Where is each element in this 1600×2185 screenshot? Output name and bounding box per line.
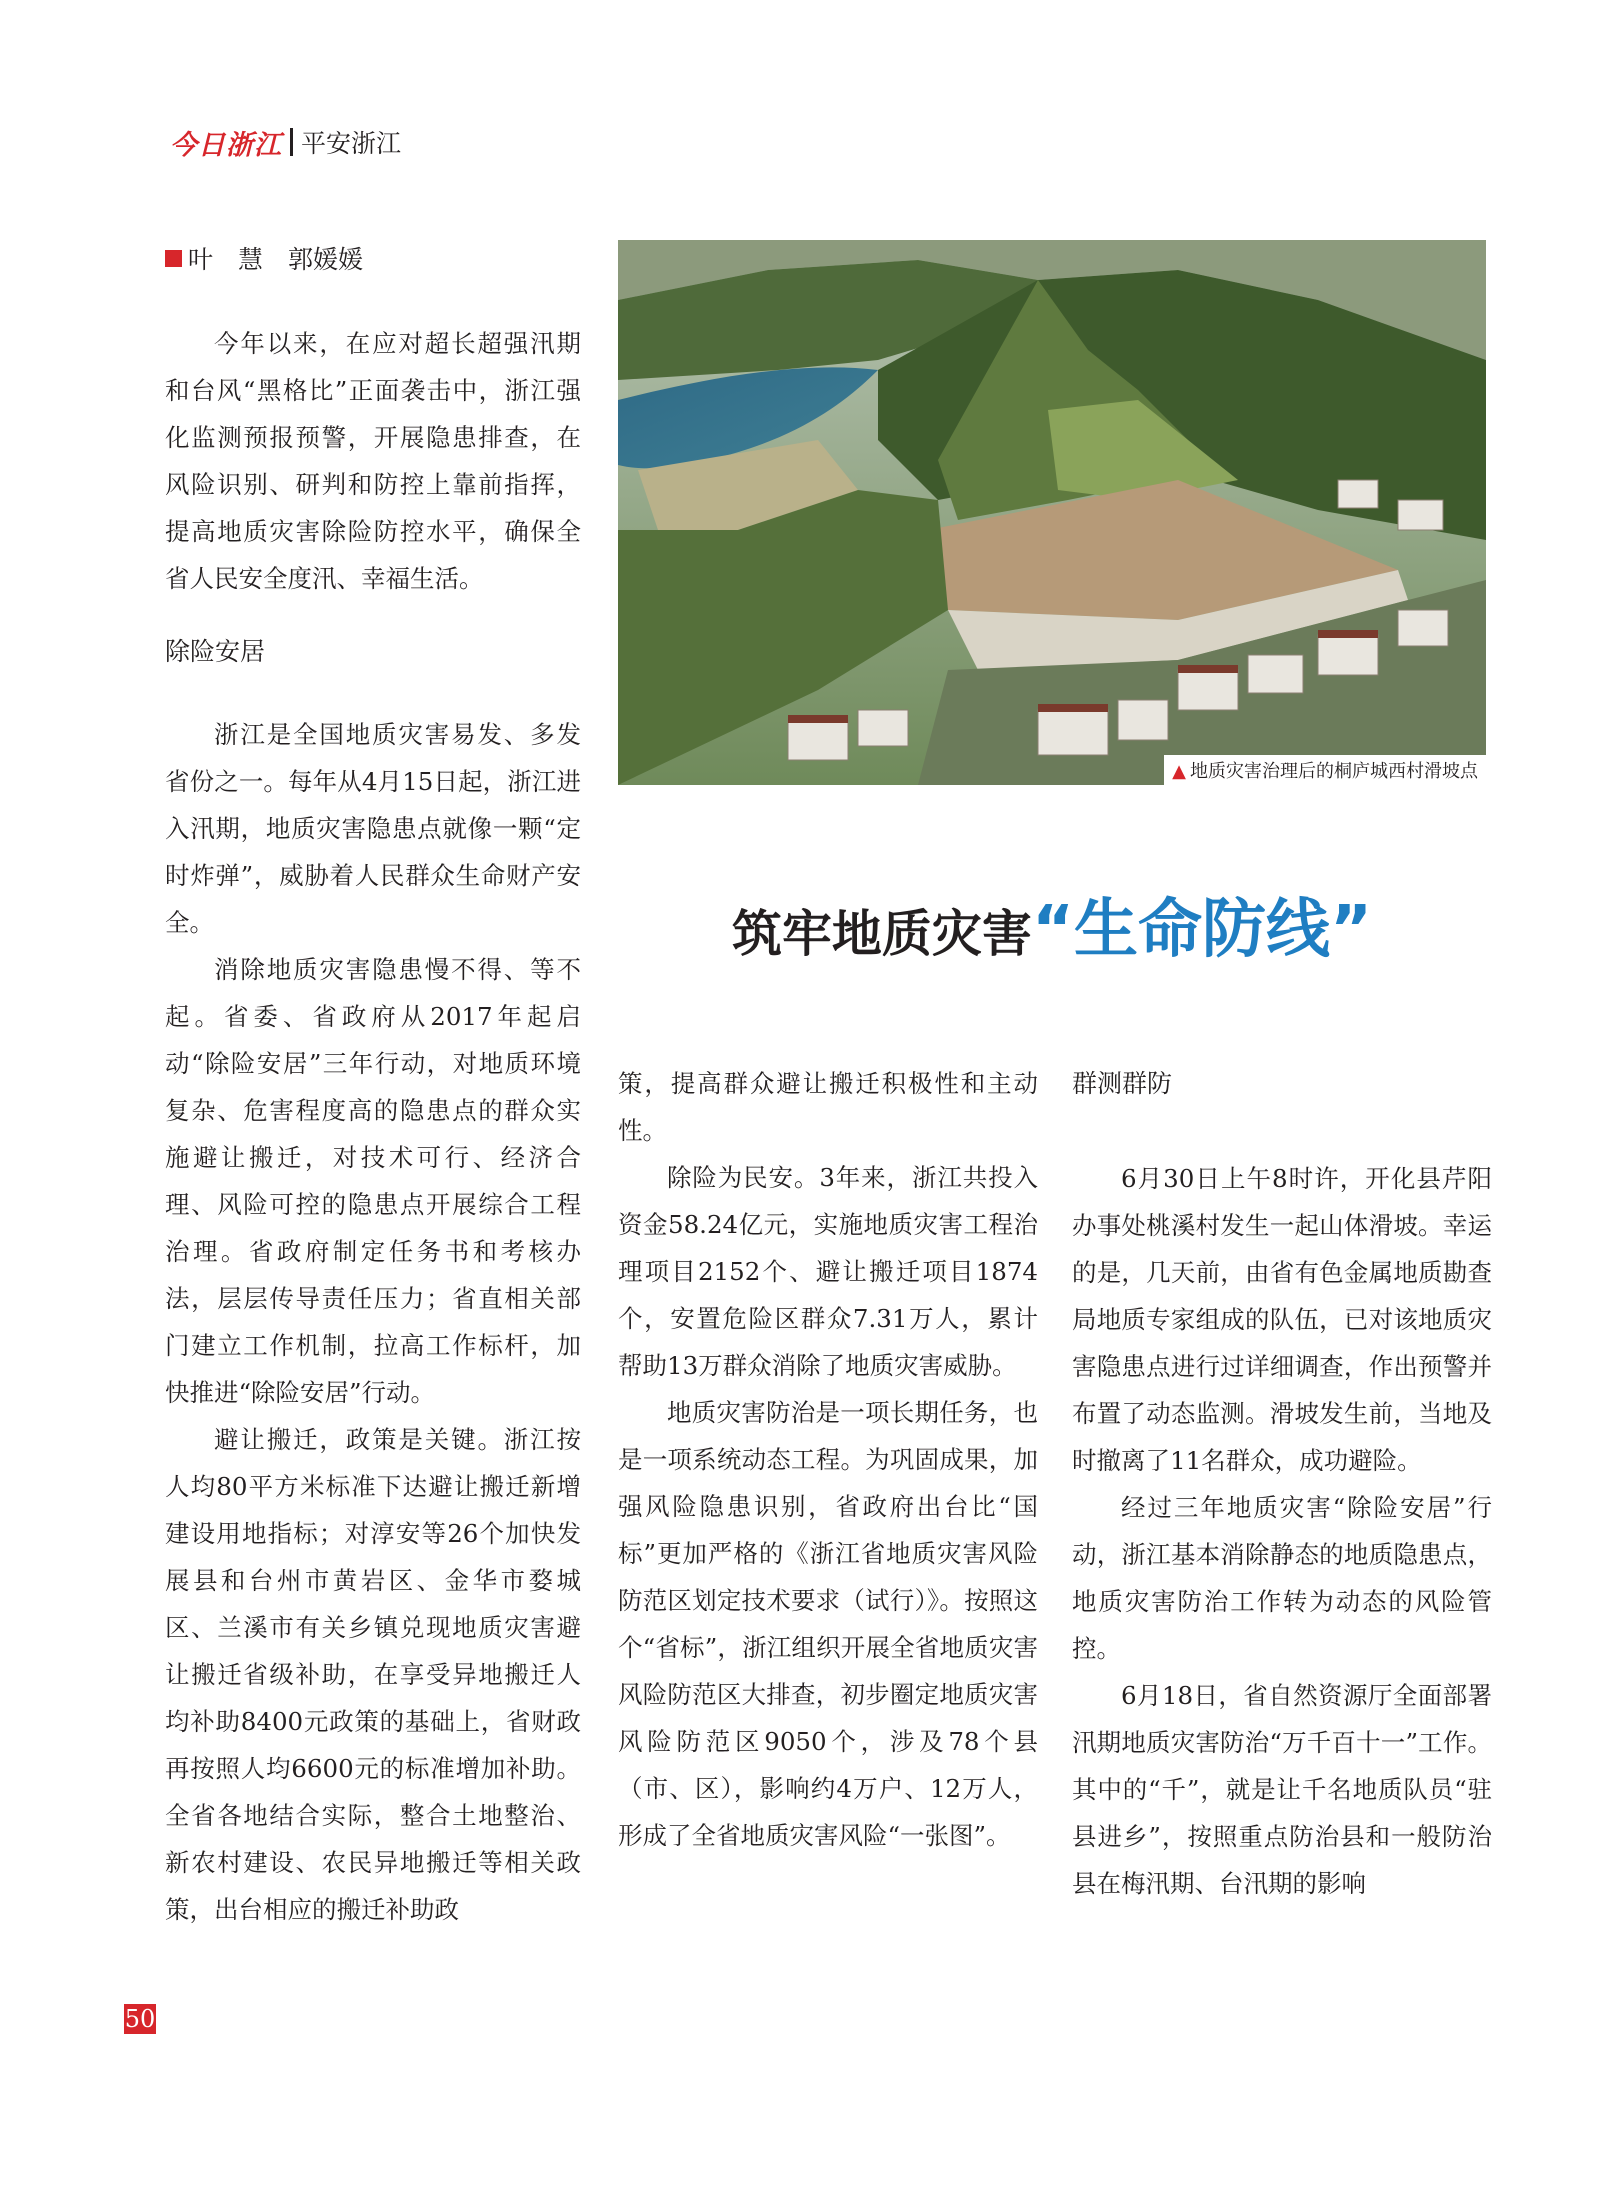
magazine-logo: 今日浙江 — [170, 129, 282, 161]
page-number: 50 — [124, 2005, 156, 2033]
section-name: 平安浙江 — [301, 129, 402, 158]
byline-square-icon — [165, 250, 182, 267]
subheading-qunce-qunfang: 群测群防 — [1072, 1069, 1173, 1098]
paragraph: 经过三年地质灾害“除险安居”行动，浙江基本消除静态的地质隐患点，地质灾害防治工作转为动态的风险管控。 — [1072, 1493, 1492, 1663]
paragraph: 消除地质灾害隐患慢不得、等不起。省委、省政府从2017年起启动“除险安居”三年行动，对地质环境复杂、危害程度高的隐患点的群众实施避让搬迁，对技术可行、经济合理、风险可控的隐患点开展综合工程治理。省政府制定任务书和考核办法，层层传导责任压力；省直相关部门建立工作机制，拉高工作标杆，加快推进“除险安居”行动。 — [165, 955, 581, 1407]
header-divider — [290, 128, 293, 156]
paragraph: 6月30日上午8时许，开化县芹阳办事处桃溪村发生一起山体滑坡。幸运的是，几天前，由省有色金属地质勘查局地质专家组成的队伍，已对该地质灾害隐患点进行过详细调查，作出预警并布置了动态监测。滑坡发生前，当地及时撤离了11名群众，成功避险。 — [1072, 1164, 1492, 1475]
column-2 — [618, 1060, 1038, 1859]
article-title — [618, 878, 1486, 970]
aerial-photo-illustration — [618, 240, 1486, 785]
paragraph: 浙江是全国地质灾害易发、多发省份之一。每年从4月15日起，浙江进入汛期，地质灾害隐患点就像一颗“定时炸弹”，威胁着人民群众生命财产安全。 — [165, 720, 581, 937]
caption-text: 地质灾害治理后的桐庐城西村滑坡点 — [1190, 761, 1478, 782]
title-main: 筑牢地质灾害 — [731, 904, 1032, 963]
subheading-chuxian-anju: 除险安居 — [165, 637, 266, 666]
photo-caption — [1164, 755, 1486, 785]
paragraph-continued: 策，提高群众避让搬迁积极性和主动性。 — [618, 1069, 1038, 1145]
landslide-site-photo — [618, 240, 1486, 785]
page-header — [170, 122, 401, 162]
author-names: 叶 慧 郭媛媛 — [188, 245, 364, 274]
column-3 — [1072, 1060, 1492, 1907]
triangle-marker-icon: ▲ — [1172, 761, 1186, 782]
paragraph: 避让搬迁，政策是关键。浙江按人均80平方米标准下达避让搬迁新增建设用地指标；对淳安等26个加快发展县和台州市黄岩区、金华市婺城区、兰溪市有关乡镇兑现地质灾害避让搬迁省级补助，在享受异地搬迁人均补助8400元政策的基础上，省财政再按照人均6600元的标准增加补助。全省各地结合实际，整合土地整治、新农村建设、农民异地搬迁等相关政策，出台相应的搬迁补助政 — [165, 1425, 581, 1924]
paragraph: 地质灾害防治是一项长期任务，也是一项系统动态工程。为巩固成果，加强风险隐患识别，省政府出台比“国标”更加严格的《浙江省地质灾害风险防范区划定技术要求（试行）》。按照这个“省标”，浙江组织开展全省地质灾害风险防范区大排查，初步圈定地质灾害风险防范区9050个，涉及78个县（市、区），影响约4万户、12万人，形成了全省地质灾害风险“一张图”。 — [618, 1398, 1038, 1850]
paragraph: 6月18日，省自然资源厅全面部署汛期地质灾害防治“万千百十一”工作。其中的“千”，就是让千名地质队员“驻县进乡”，按照重点防治县和一般防治县在梅汛期、台汛期的影响 — [1072, 1681, 1492, 1898]
paragraph: 除险为民安。3年来，浙江共投入资金58.24亿元，实施地质灾害工程治理项目2152个、避让搬迁项目1874个，安置危险区群众7.31万人，累计帮助13万群众消除了地质灾害威胁。 — [618, 1163, 1038, 1380]
byline — [165, 240, 363, 276]
title-highlight: “生命防线” — [1031, 893, 1373, 967]
column-1 — [165, 320, 581, 1933]
intro-paragraph: 今年以来，在应对超长超强汛期和台风“黑格比”正面袭击中，浙江强化监测预报预警，开展隐患排查，在风险识别、研判和防控上靠前指挥，提高地质灾害除险防控水平，确保全省人民安全度汛、幸福生活。 — [165, 329, 581, 593]
